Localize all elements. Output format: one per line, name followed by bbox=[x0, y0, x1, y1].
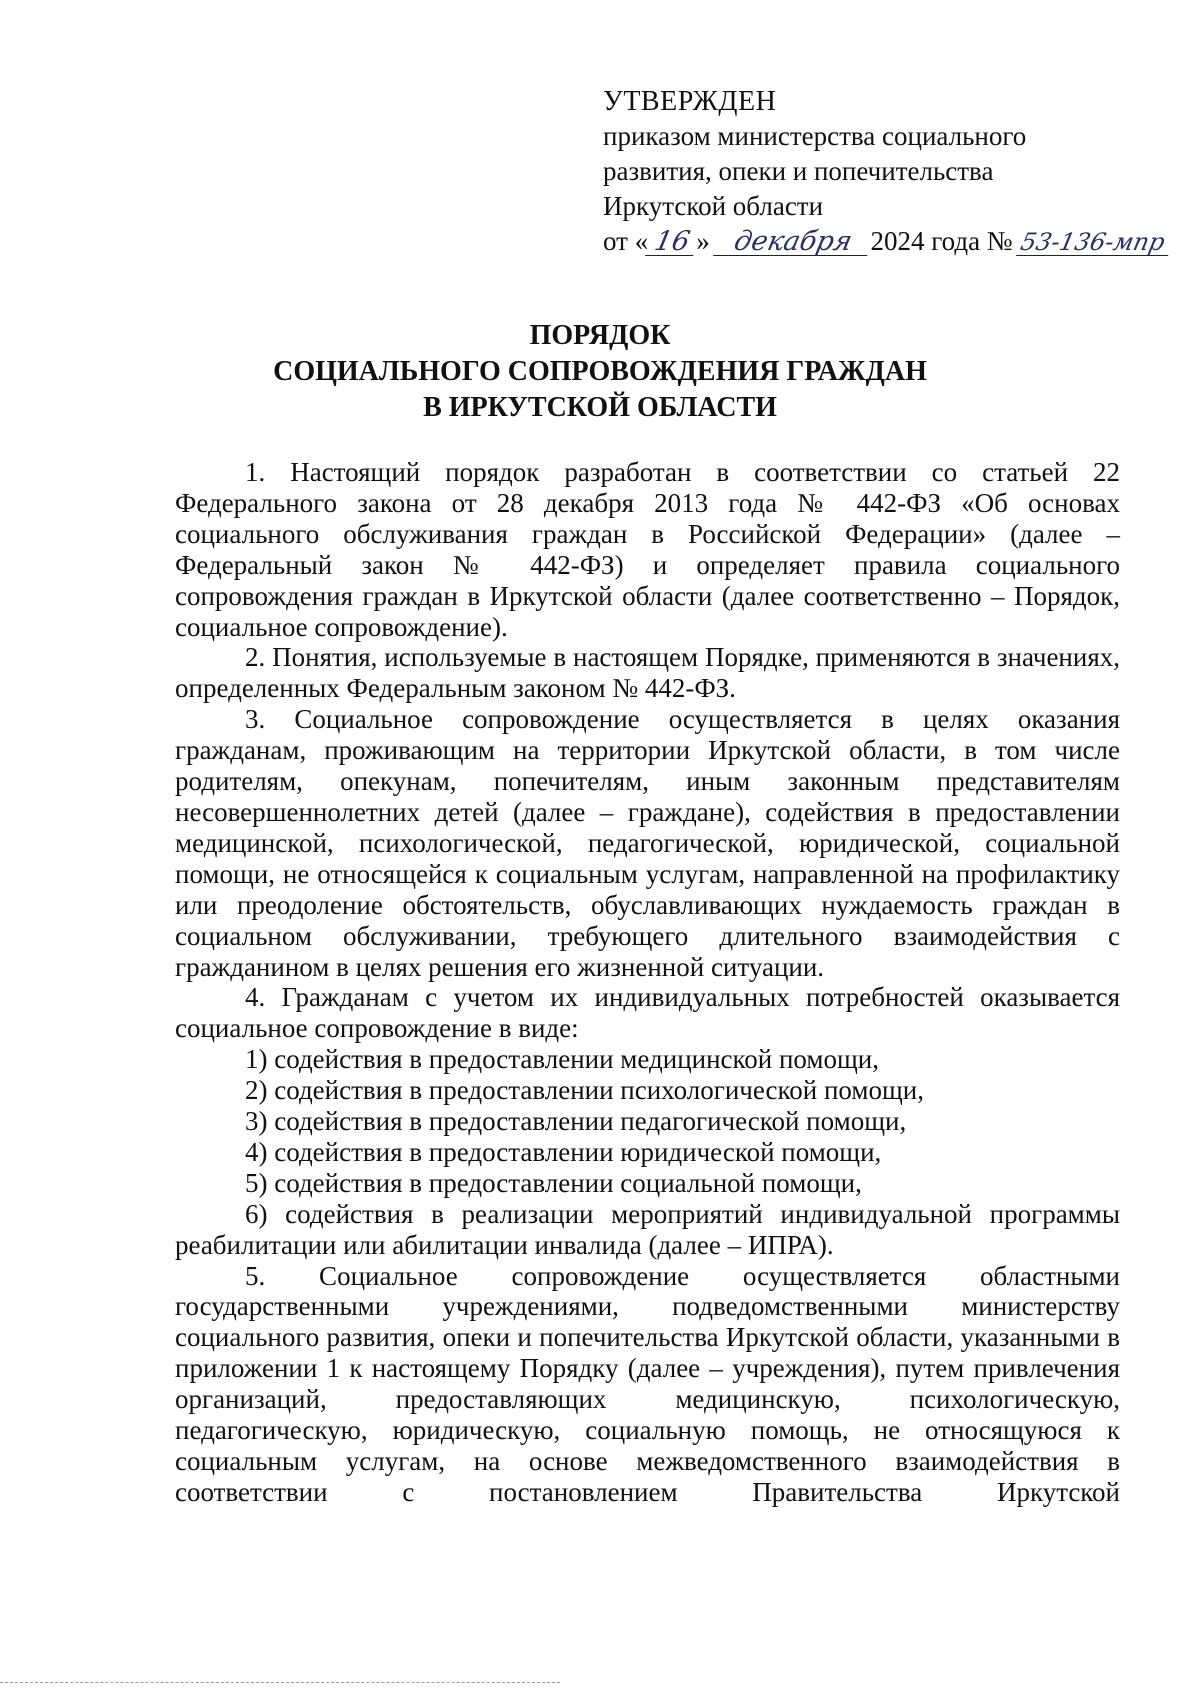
title-line-2: СОЦИАЛЬНОГО СОПРОВОЖДЕНИЯ ГРАЖДАН bbox=[273, 356, 927, 387]
title-line-1: ПОРЯДОК bbox=[529, 320, 671, 351]
list-item: 2) содействия в предоставлении психологической помощи, bbox=[245, 1075, 924, 1106]
approval-title: УТВЕРЖДЕН bbox=[603, 86, 777, 117]
approval-line-3: Иркутской области bbox=[603, 191, 824, 221]
list-item: 1) содействия в предоставлении медицинской помощи, bbox=[245, 1044, 879, 1075]
list-item: 5) содействия в предоставлении социальной помощи, bbox=[245, 1167, 862, 1198]
list-item: 6) содействия в реализации мероприятий индивидуальной программы реабилитации или абилитации инвалида (далее – ИПРА). bbox=[175, 1198, 1120, 1260]
approval-line-1: приказом министерства социального bbox=[603, 121, 1027, 151]
date-year: 2024 года № bbox=[870, 226, 1013, 256]
list-item: 4) содействия в предоставлении юридической помощи, bbox=[245, 1136, 882, 1167]
list-item: 3) содействия в предоставлении педагогической помощи, bbox=[245, 1106, 907, 1137]
paragraph-5: 5. Социальное сопровождение осуществляется областными государственными учреждениями, подведомственными министерству социального развития, опеки и попечительства Иркутской области, указанными в приложении 1 к настоящему Порядку (далее – учреждения), путем привлечения организаций, предоставляющих медицинскую, психологическую, педагогическую, юридическую, социальную помощь, не относящуюся к социальным услугам, на основе межведомственного взаимодействия в соответствии с постановлением Правительства Иркутской bbox=[175, 1260, 1120, 1507]
document-body bbox=[175, 457, 1120, 1508]
handwritten-order-number: 53-136-мпр bbox=[1016, 229, 1174, 256]
handwritten-month: декабря bbox=[714, 229, 874, 256]
paragraph-2: 2. Понятия, используемые в настоящем Порядке, применяются в значениях, определенных Федеральным законом № 442-ФЗ. bbox=[175, 642, 1120, 704]
title-line-3: В ИРКУТСКОЙ ОБЛАСТИ bbox=[423, 392, 777, 423]
paragraph-1: 1. Настоящий порядок разработан в соответствии со статьей 22 Федерального закона от 28 декабря 2013 года № 442-ФЗ «Об основах социального обслуживания граждан в Российской Федерации» (далее – Федеральный закон № 442-ФЗ) и определяет правила социального сопровождения граждан в Иркутской области (далее соответственно – Порядок, социальное сопровождение). bbox=[175, 457, 1120, 642]
approval-date-line bbox=[603, 224, 1168, 259]
paragraph-4: 4. Гражданам с учетом их индивидуальных потребностей оказывается социальное сопровождение в виде: bbox=[175, 982, 1120, 1044]
approval-block bbox=[603, 84, 1168, 259]
handwritten-day: 16 bbox=[645, 229, 699, 256]
document-title bbox=[0, 318, 1200, 426]
date-prefix: от « bbox=[603, 226, 649, 256]
date-mid: » bbox=[696, 226, 710, 256]
scan-artifact-line bbox=[0, 1682, 560, 1683]
approval-line-2: развития, опеки и попечительства bbox=[603, 156, 994, 186]
paragraph-3: 3. Социальное сопровождение осуществляется в целях оказания гражданам, проживающим на территории Иркутской области, в том числе родителям, опекунам, попечителям, иным законным представителям несовершеннолетних детей (далее – граждане), содействия в предоставлении медицинской, психологической, педагогической, юридической, социальной помощи, не относящейся к социальным услугам, направленной на профилактику или преодоление обстоятельств, обуславливающих нуждаемость граждан в социальном обслуживании, требующего длительного взаимодействия с гражданином в целях решения его жизненной ситуации. bbox=[175, 704, 1120, 982]
